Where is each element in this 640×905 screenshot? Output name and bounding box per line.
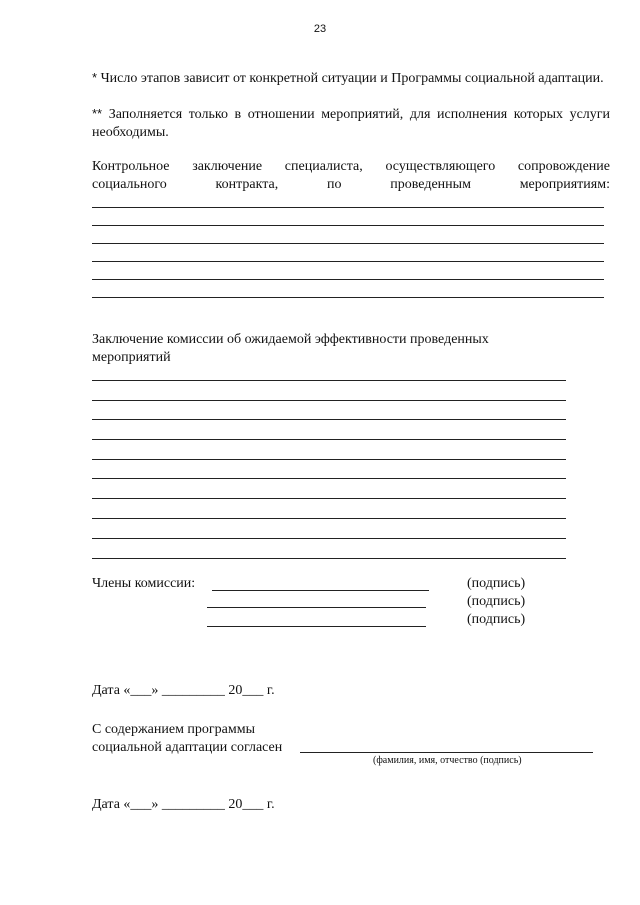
footnote-1 bbox=[92, 69, 610, 88]
commission-conclusion-rule[interactable] bbox=[92, 498, 566, 499]
specialist-conclusion-rule[interactable] bbox=[92, 279, 604, 280]
footnote-1-marker: * bbox=[92, 70, 98, 85]
date-line-1 bbox=[92, 682, 275, 700]
footnote-2-marker: ** bbox=[92, 106, 103, 121]
specialist-conclusion-line-1: Контрольное заключение специалиста, осуществляющего сопровождение bbox=[92, 159, 610, 174]
specialist-conclusion-rule[interactable] bbox=[92, 207, 604, 208]
date-prefix: Дата « bbox=[92, 683, 131, 698]
date-suffix: г. bbox=[263, 683, 275, 698]
signature-caption-3: (подпись) bbox=[467, 612, 526, 627]
signature-caption-1: (подпись) bbox=[467, 576, 526, 591]
specialist-conclusion-rule[interactable] bbox=[92, 225, 604, 226]
date-year-blank[interactable]: ___ bbox=[242, 797, 264, 812]
commission-members-label: Члены комиссии: bbox=[92, 576, 196, 591]
commission-conclusion-line-2: мероприятий bbox=[92, 350, 171, 365]
date-day-blank[interactable]: ___ bbox=[130, 797, 152, 812]
date-month-blank[interactable]: » _________ 20 bbox=[151, 683, 243, 698]
commission-conclusion-rule[interactable] bbox=[92, 400, 566, 401]
date-month-blank[interactable]: » _________ 20 bbox=[151, 797, 243, 812]
commission-conclusion-line-1: Заключение комиссии об ожидаемой эффективности проведенных bbox=[92, 332, 489, 347]
date-day-blank[interactable]: ___ bbox=[130, 683, 152, 698]
date-year-blank[interactable]: ___ bbox=[242, 683, 264, 698]
commission-conclusion-rule[interactable] bbox=[92, 380, 566, 381]
date-line-2 bbox=[92, 796, 275, 814]
signature-line-3[interactable] bbox=[207, 626, 426, 627]
specialist-conclusion-rule[interactable] bbox=[92, 297, 604, 298]
date-prefix: Дата « bbox=[92, 797, 131, 812]
commission-conclusion-rule[interactable] bbox=[92, 538, 566, 539]
footnote-2-text: Заполняется только в отношении мероприятий, для исполнения которых услуги необходимы. bbox=[92, 107, 611, 140]
agreement-signature-line[interactable] bbox=[300, 752, 593, 753]
commission-conclusion-rule[interactable] bbox=[92, 518, 566, 519]
footnote-1-text: Число этапов зависит от конкретной ситуации и Программы социальной адаптации. bbox=[100, 71, 604, 86]
commission-conclusion-rule[interactable] bbox=[92, 558, 566, 559]
specialist-conclusion-rule[interactable] bbox=[92, 243, 604, 244]
specialist-conclusion-line-2: социального контракта, по проведенным мероприятиям: bbox=[92, 177, 610, 192]
agreement-signature-caption: (фамилия, имя, отчество (подпись) bbox=[373, 755, 522, 766]
signature-line-1[interactable] bbox=[212, 590, 429, 591]
commission-conclusion-rule[interactable] bbox=[92, 459, 566, 460]
commission-conclusion-rule[interactable] bbox=[92, 419, 566, 420]
page-number: 23 bbox=[313, 23, 327, 35]
date-suffix: г. bbox=[263, 797, 275, 812]
agreement-line-2: социальной адаптации согласен bbox=[92, 740, 283, 755]
commission-conclusion-rule[interactable] bbox=[92, 478, 566, 479]
footnote-2 bbox=[92, 105, 610, 142]
signature-line-2[interactable] bbox=[207, 607, 426, 608]
commission-conclusion-rule[interactable] bbox=[92, 439, 566, 440]
agreement-line-1: С содержанием программы bbox=[92, 722, 256, 737]
signature-caption-2: (подпись) bbox=[467, 594, 526, 609]
specialist-conclusion-rule[interactable] bbox=[92, 261, 604, 262]
